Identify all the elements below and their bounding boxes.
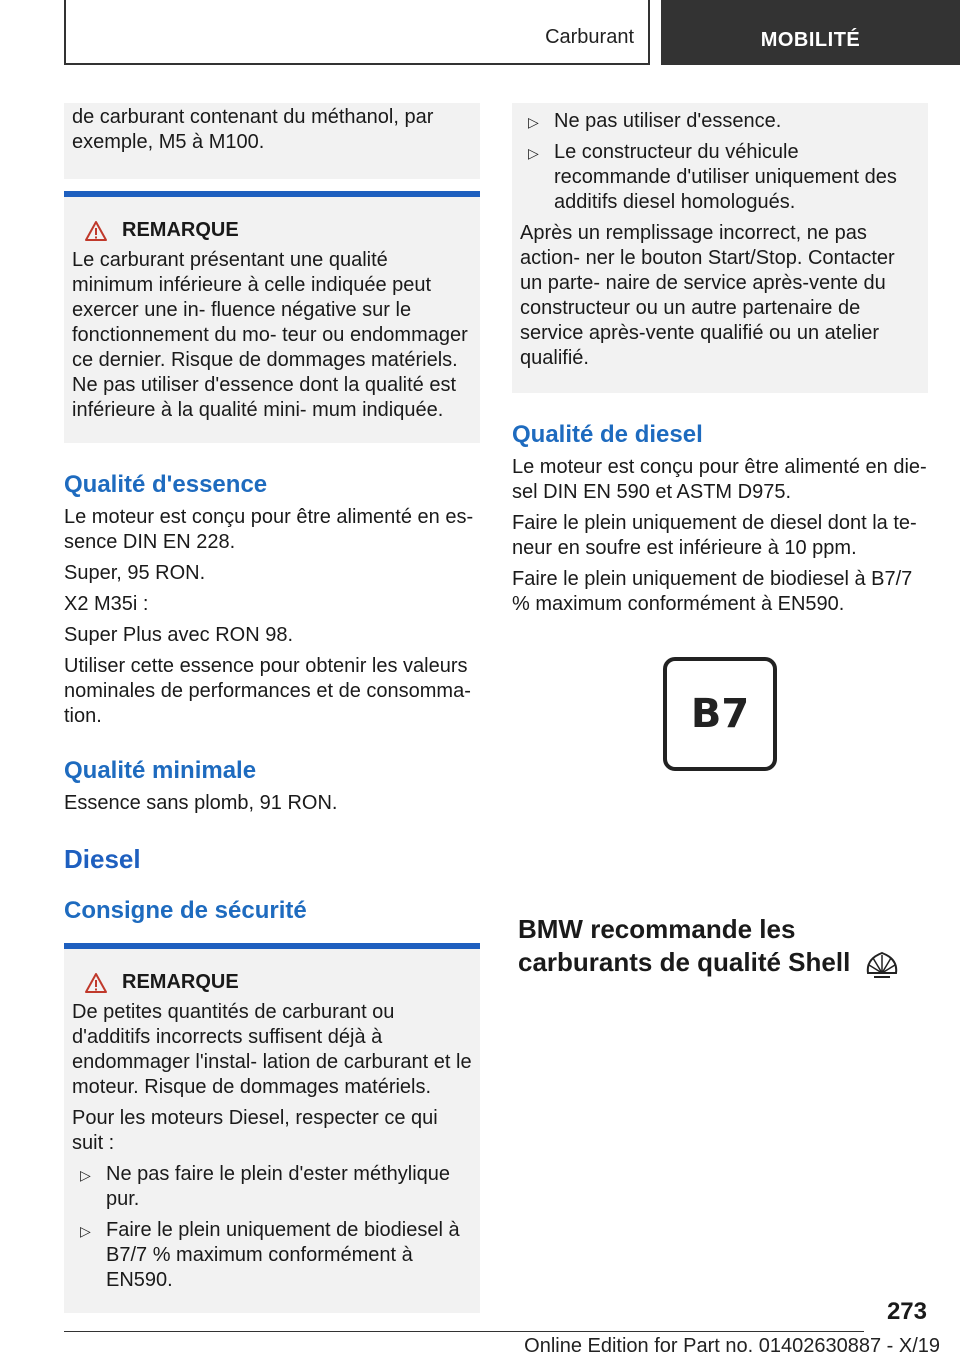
intro-box [64,103,480,179]
diesel-heading: Diesel [64,844,141,874]
essence-quality-heading: Qualité d'essence [64,471,268,498]
note-text: Le carburant présentant une qualité minimum inférieure à celle indiquée peut exercer une in- fluence négative sur le fonctionnement du mo- teur ou endommager ce dernier. Risque de dommages matériels. Ne pas utiliser d'essence dont la qualité est inférieure à la qualité mini- mum indiquée. [72,249,468,421]
page-number: 273 [886,1298,927,1325]
list-item: ▷ Le constructeur du véhicule recommande d'utiliser uniquement des additifs diesel homologués. [528,141,897,213]
triangle-right-icon: ▷ [528,145,539,161]
chapter-tab[interactable]: MOBILITÉ [661,0,960,65]
triangle-right-icon: ▷ [528,114,539,130]
section-title: Carburant [545,26,634,48]
note-text: De petites quantités de carburant ou d'additifs incorrects suffisent déjà à endommager l'instal- lation de carburant et le moteur. Risque de dommages matériels. [72,1001,472,1098]
header-section-box [64,0,650,65]
intro-text: de carburant contenant du méthanol, par exemple, M5 à M100. [72,106,434,153]
note-box-2 [64,943,480,1313]
warning-triangle-icon [84,972,108,994]
diesel-quality-heading: Qualité de diesel [512,421,703,448]
triangle-right-icon: ▷ [80,1223,91,1239]
paragraph: Faire le plein uniquement de diesel dont la te- neur en soufre est inférieure à 10 ppm. [512,512,917,559]
right-column [512,103,928,623]
note-text: Après un remplissage incorrect, ne pas action- ner le bouton Start/Stop. Contacter un parte- naire de service après-vente du constructeur ou un autre partenaire de service après-vente qualifié ou un atelier qualifié. [520,222,895,369]
shell-line-2: carburants de qualité Shell [518,947,851,977]
shell-recommendation [518,913,918,979]
continued-note-box [512,103,928,393]
edition-footer: Online Edition for Part no. 01402630887 - X/19 [524,1335,940,1357]
paragraph: Le moteur est conçu pour être alimenté en die- sel DIN EN 590 et ASTM D975. [512,456,927,503]
footer-divider [64,1331,864,1332]
list-item: ▷ Ne pas utiliser d'essence. [520,109,920,134]
note-text: Pour les moteurs Diesel, respecter ce qui suit : [72,1107,438,1154]
triangle-right-icon: ▷ [80,1167,91,1183]
bullet-list [520,109,920,215]
note-heading [84,971,472,994]
list-item: ▷ Ne pas faire le plein d'ester méthylique pur. [80,1163,451,1210]
left-column [64,103,480,1313]
b7-label-text: B7 [690,691,750,737]
shell-line-2-wrap [518,946,918,979]
b7-fuel-label [663,657,777,771]
shell-logo-icon [864,949,900,979]
paragraph: Super, 95 RON. [64,562,206,584]
warning-triangle-icon [84,220,108,242]
note-box-1 [64,191,480,443]
note-heading [84,219,472,242]
list-item: ▷ Faire le plein uniquement de biodiesel à B7/7 % maximum conformément à EN590. [80,1219,460,1291]
bullet-list [72,1162,472,1293]
paragraph: Essence sans plomb, 91 RON. [64,792,338,814]
paragraph: X2 M35i : [64,593,149,615]
paragraph: Utiliser cette essence pour obtenir les valeurs nominales de performances et de consomma- tion. [64,655,471,727]
paragraph: Le moteur est conçu pour être alimenté en es- sence DIN EN 228. [64,506,474,553]
paragraph: Super Plus avec RON 98. [64,624,293,646]
safety-heading: Consigne de sécurité [64,897,307,924]
note-label: REMARQUE [122,219,239,241]
paragraph: Faire le plein uniquement de biodiesel à B7/7 % maximum conformément à EN590. [512,568,913,615]
shell-line-1: BMW recommande les [518,914,796,944]
minimum-quality-heading: Qualité minimale [64,757,257,784]
note-label: REMARQUE [122,971,239,993]
